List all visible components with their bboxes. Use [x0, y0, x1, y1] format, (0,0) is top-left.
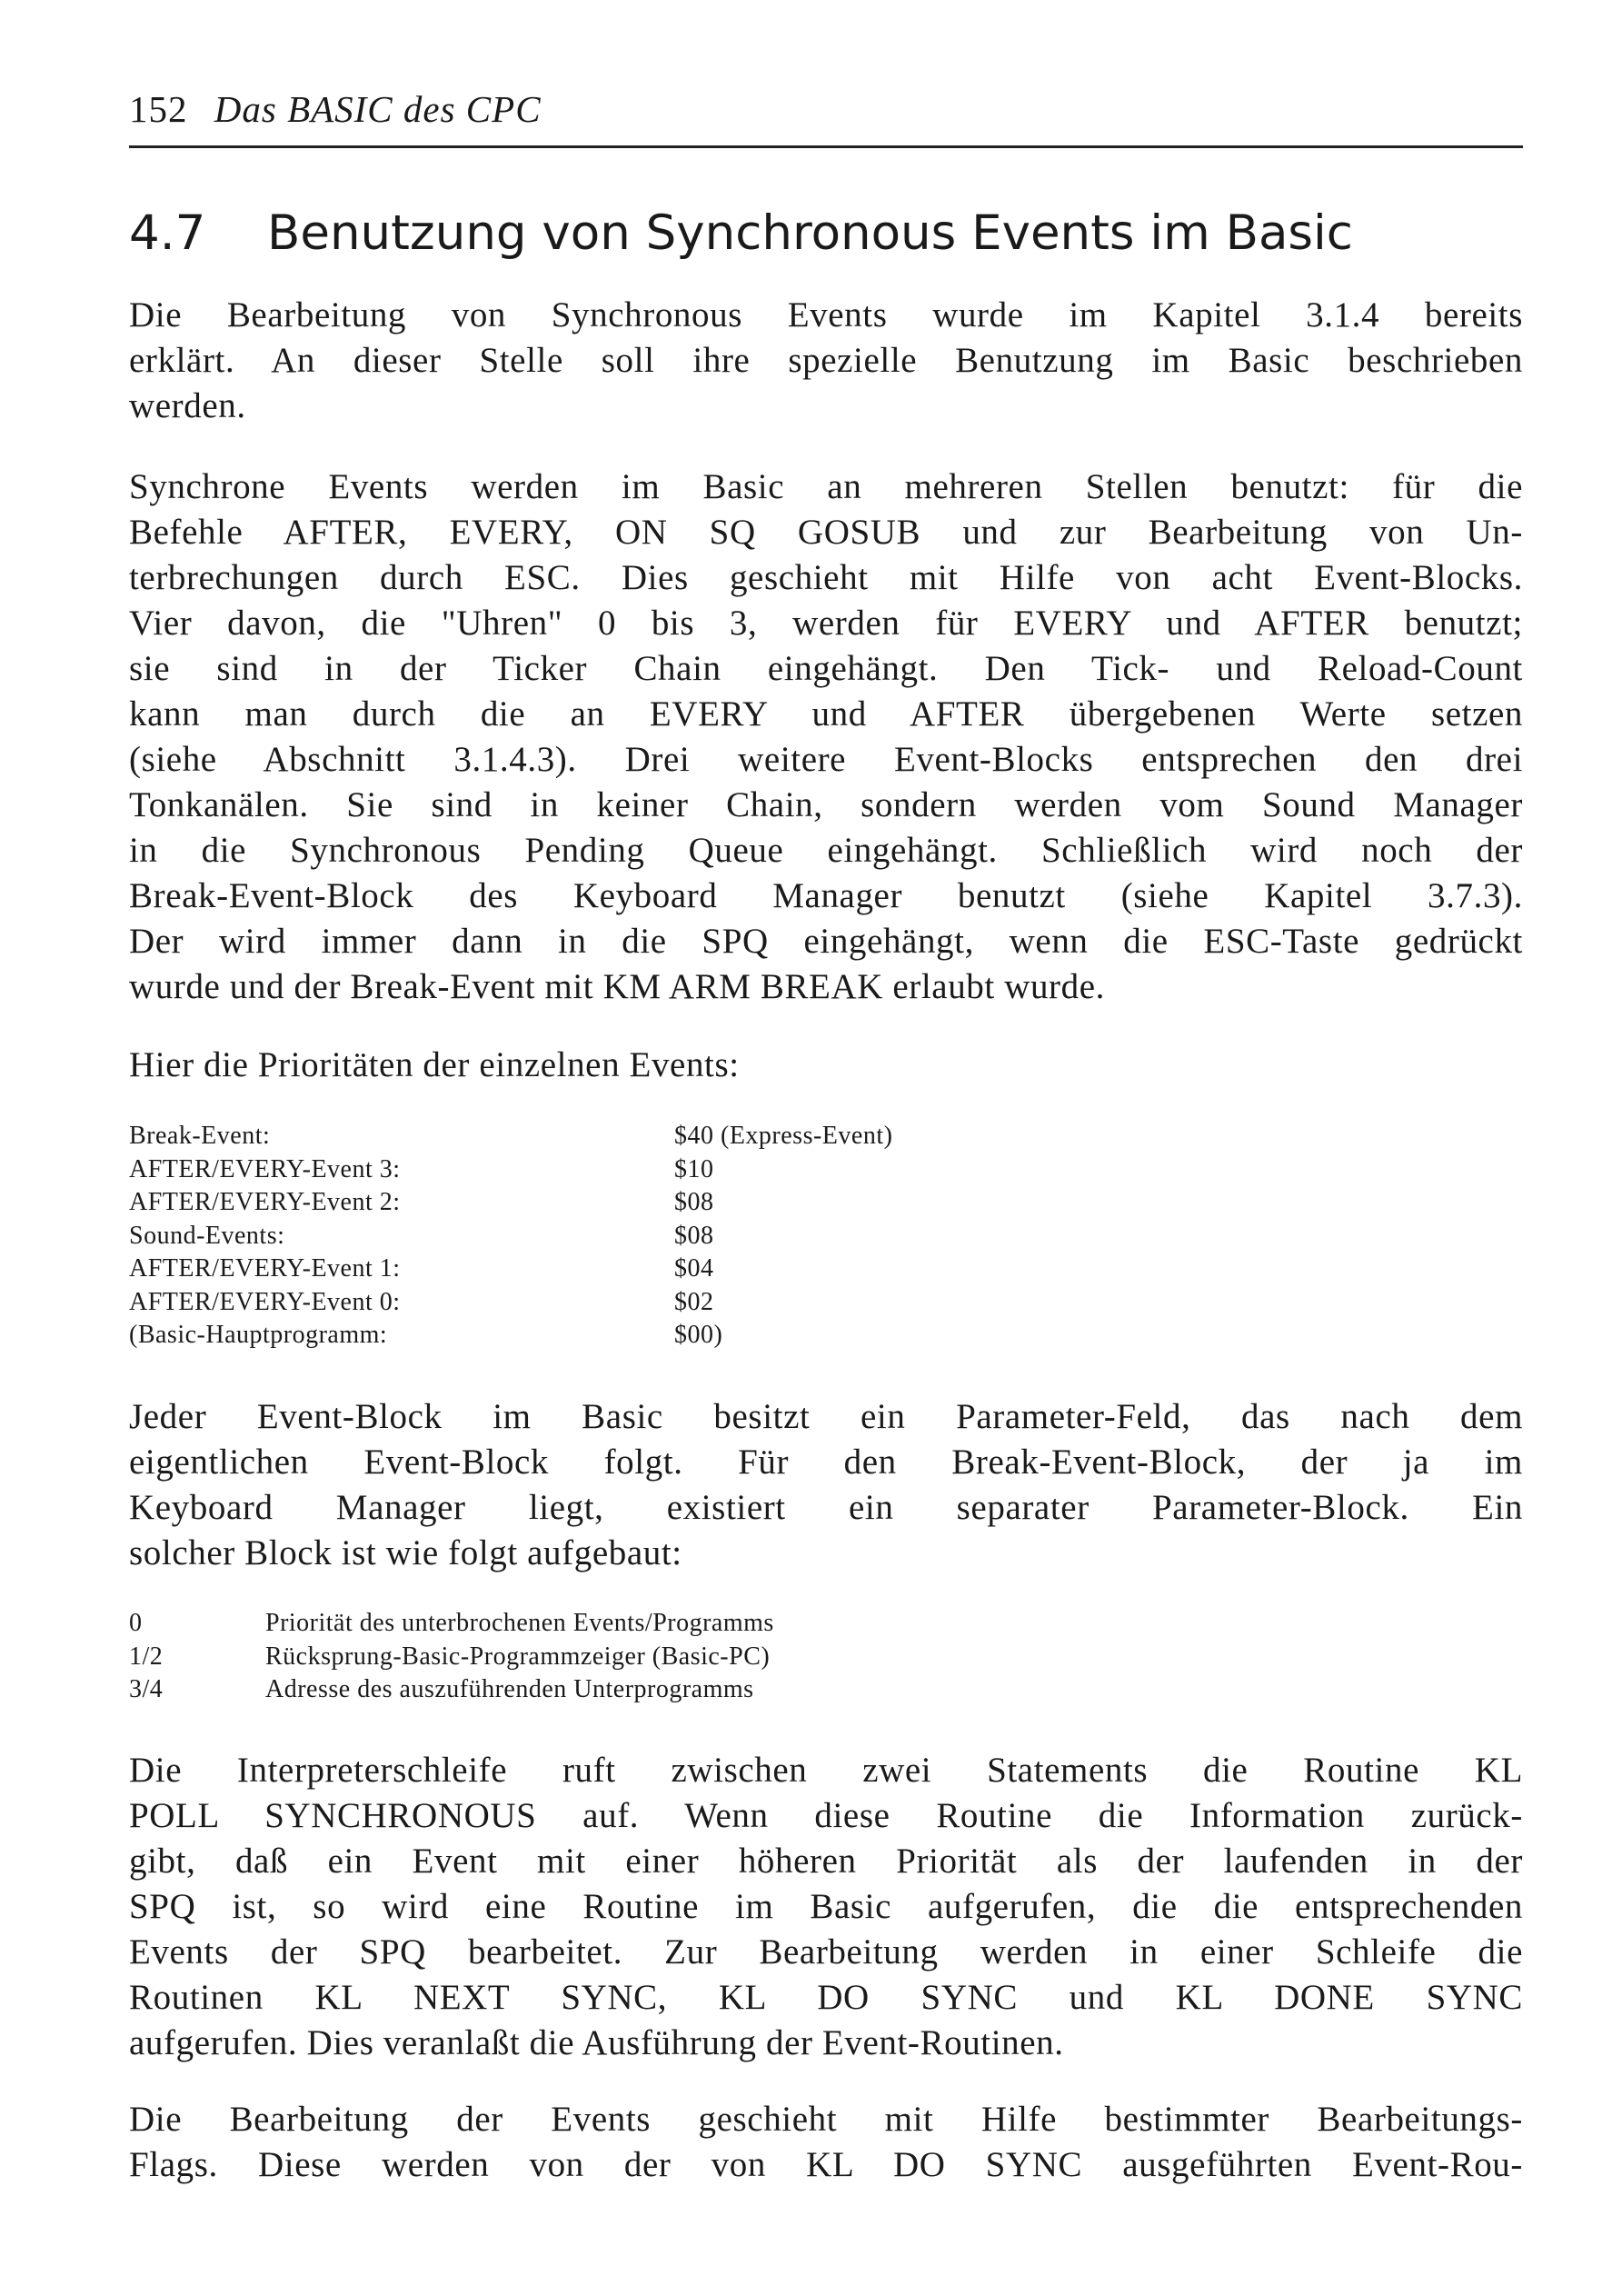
- event-name: Sound-Events:: [129, 1221, 285, 1250]
- offset-cell: 1/2: [129, 1642, 164, 1671]
- event-priority: $02: [674, 1287, 714, 1316]
- text-line: Flags. Diese werden von der von KL DO SYNC ausgeführten Event-Rou-: [129, 2145, 1523, 2184]
- paragraph-parameter-field: [129, 1394, 1523, 1576]
- text-line: Tonkanälen. Sie sind in keiner Chain, sondern werden vom Sound Manager: [129, 785, 1523, 824]
- text-line: solcher Block ist wie folgt aufgebaut:: [129, 1533, 682, 1572]
- description-cell: Rücksprung-Basic-Programmzeiger (Basic-PC): [265, 1642, 771, 1671]
- text-line: Hier die Prioritäten der einzelnen Events:: [129, 1045, 740, 1084]
- text-line: gibt, daß ein Event mit einer höheren Priorität als der laufenden in der: [129, 1842, 1523, 1881]
- text-line: aufgerufen. Dies veranlaßt die Ausführung der Event-Routinen.: [129, 2023, 1064, 2062]
- event-priority: $00): [674, 1321, 723, 1349]
- table-row: [129, 1607, 1129, 1641]
- description-cell: Adresse des auszuführenden Unterprogramms: [265, 1675, 754, 1703]
- running-title: Das BASIC des CPC: [214, 88, 542, 130]
- text-line: wurde und der Break-Event mit KM ARM BREAK erlaubt wurde.: [129, 967, 1106, 1006]
- text-line: Routinen KL NEXT SYNC, KL DO SYNC und KL DONE SYNC: [129, 1978, 1523, 2017]
- text-line: SPQ ist, so wird eine Routine im Basic aufgerufen, die die entsprechenden: [129, 1887, 1523, 1926]
- event-priority: $10: [674, 1154, 714, 1183]
- event-name: AFTER/EVERY-Event 2:: [129, 1188, 401, 1216]
- text-line: Die Interpreterschleife ruft zwischen zwei Statements die Routine KL: [129, 1751, 1523, 1790]
- paragraph-synchronous-events: [129, 464, 1523, 1010]
- event-priority: $08: [674, 1221, 714, 1250]
- priority-table: [129, 1120, 1129, 1353]
- paragraph-processing-flags: [129, 2097, 1523, 2188]
- page-number: 152: [129, 88, 188, 130]
- event-priority: $08: [674, 1188, 714, 1216]
- text-line: in die Synchronous Pending Queue eingehängt. Schließlich wird noch der: [129, 831, 1523, 870]
- text-line: Die Bearbeitung von Synchronous Events wurde im Kapitel 3.1.4 bereits: [129, 295, 1523, 334]
- text-line: Vier davon, die "Uhren" 0 bis 3, werden für EVERY und AFTER benutzt;: [129, 604, 1523, 643]
- table-row: [129, 1673, 1129, 1707]
- paragraph-interpreter-loop: [129, 1748, 1523, 2066]
- section-number: 4.7: [129, 205, 206, 261]
- table-row: [129, 1186, 1129, 1220]
- table-row: [129, 1641, 1129, 1674]
- table-row: [129, 1153, 1129, 1187]
- offset-cell: 0: [129, 1609, 143, 1637]
- text-line: eigentlichen Event-Block folgt. Für den Break-Event-Block, der ja im: [129, 1442, 1523, 1482]
- table-row: [129, 1120, 1129, 1153]
- paragraph-priorities-intro: [129, 1043, 1523, 1088]
- text-line: Keyboard Manager liegt, existiert ein separater Parameter-Block. Ein: [129, 1488, 1523, 1527]
- event-name: (Basic-Hauptprogramm:: [129, 1321, 388, 1349]
- event-name: AFTER/EVERY-Event 0:: [129, 1287, 401, 1316]
- text-line: kann man durch die an EVERY und AFTER übergebenen Werte setzen: [129, 694, 1523, 734]
- description-cell: Priorität des unterbrochenen Events/Programms: [265, 1609, 774, 1637]
- event-name: AFTER/EVERY-Event 1:: [129, 1254, 401, 1283]
- parameter-block-table: [129, 1607, 1129, 1707]
- text-line: Befehle AFTER, EVERY, ON SQ GOSUB und zur Bearbeitung von Un-: [129, 513, 1523, 552]
- text-line: Events der SPQ bearbeitet. Zur Bearbeitung werden in einer Schleife die: [129, 1932, 1523, 1972]
- event-priority: $40 (Express-Event): [674, 1122, 893, 1150]
- text-line: werden.: [129, 386, 246, 425]
- event-name: Break-Event:: [129, 1122, 271, 1150]
- text-line: sie sind in der Ticker Chain eingehängt. Den Tick- und Reload-Count: [129, 649, 1523, 688]
- section-heading: [129, 202, 1523, 265]
- text-line: erklärt. An dieser Stelle soll ihre spezielle Benutzung im Basic beschrieben: [129, 341, 1523, 380]
- running-header: [129, 84, 1519, 135]
- text-line: POLL SYNCHRONOUS auf. Wenn diese Routine die Information zurück-: [129, 1796, 1523, 1835]
- offset-cell: 3/4: [129, 1675, 164, 1703]
- table-row: [129, 1220, 1129, 1253]
- text-line: Die Bearbeitung der Events geschieht mit Hilfe bestimmter Bearbeitungs-: [129, 2100, 1523, 2139]
- text-line: terbrechungen durch ESC. Dies geschieht mit Hilfe von acht Event-Blocks.: [129, 558, 1523, 597]
- header-rule: [129, 145, 1523, 148]
- paragraph-intro: [129, 293, 1523, 429]
- table-row: [129, 1253, 1129, 1286]
- text-line: (siehe Abschnitt 3.1.4.3). Drei weitere Event-Blocks entsprechen den drei: [129, 740, 1523, 779]
- section-title: Benutzung von Synchronous Events im Basic: [267, 205, 1353, 261]
- text-line: Break-Event-Block des Keyboard Manager benutzt (siehe Kapitel 3.7.3).: [129, 876, 1523, 915]
- event-priority: $04: [674, 1254, 714, 1283]
- table-row: [129, 1319, 1129, 1353]
- event-name: AFTER/EVERY-Event 3:: [129, 1154, 401, 1183]
- text-line: Der wird immer dann in die SPQ eingehängt, wenn die ESC-Taste gedrückt: [129, 922, 1523, 961]
- text-line: Synchrone Events werden im Basic an mehreren Stellen benutzt: für die: [129, 467, 1523, 506]
- text-line: Jeder Event-Block im Basic besitzt ein Parameter-Feld, das nach dem: [129, 1397, 1523, 1436]
- table-row: [129, 1286, 1129, 1320]
